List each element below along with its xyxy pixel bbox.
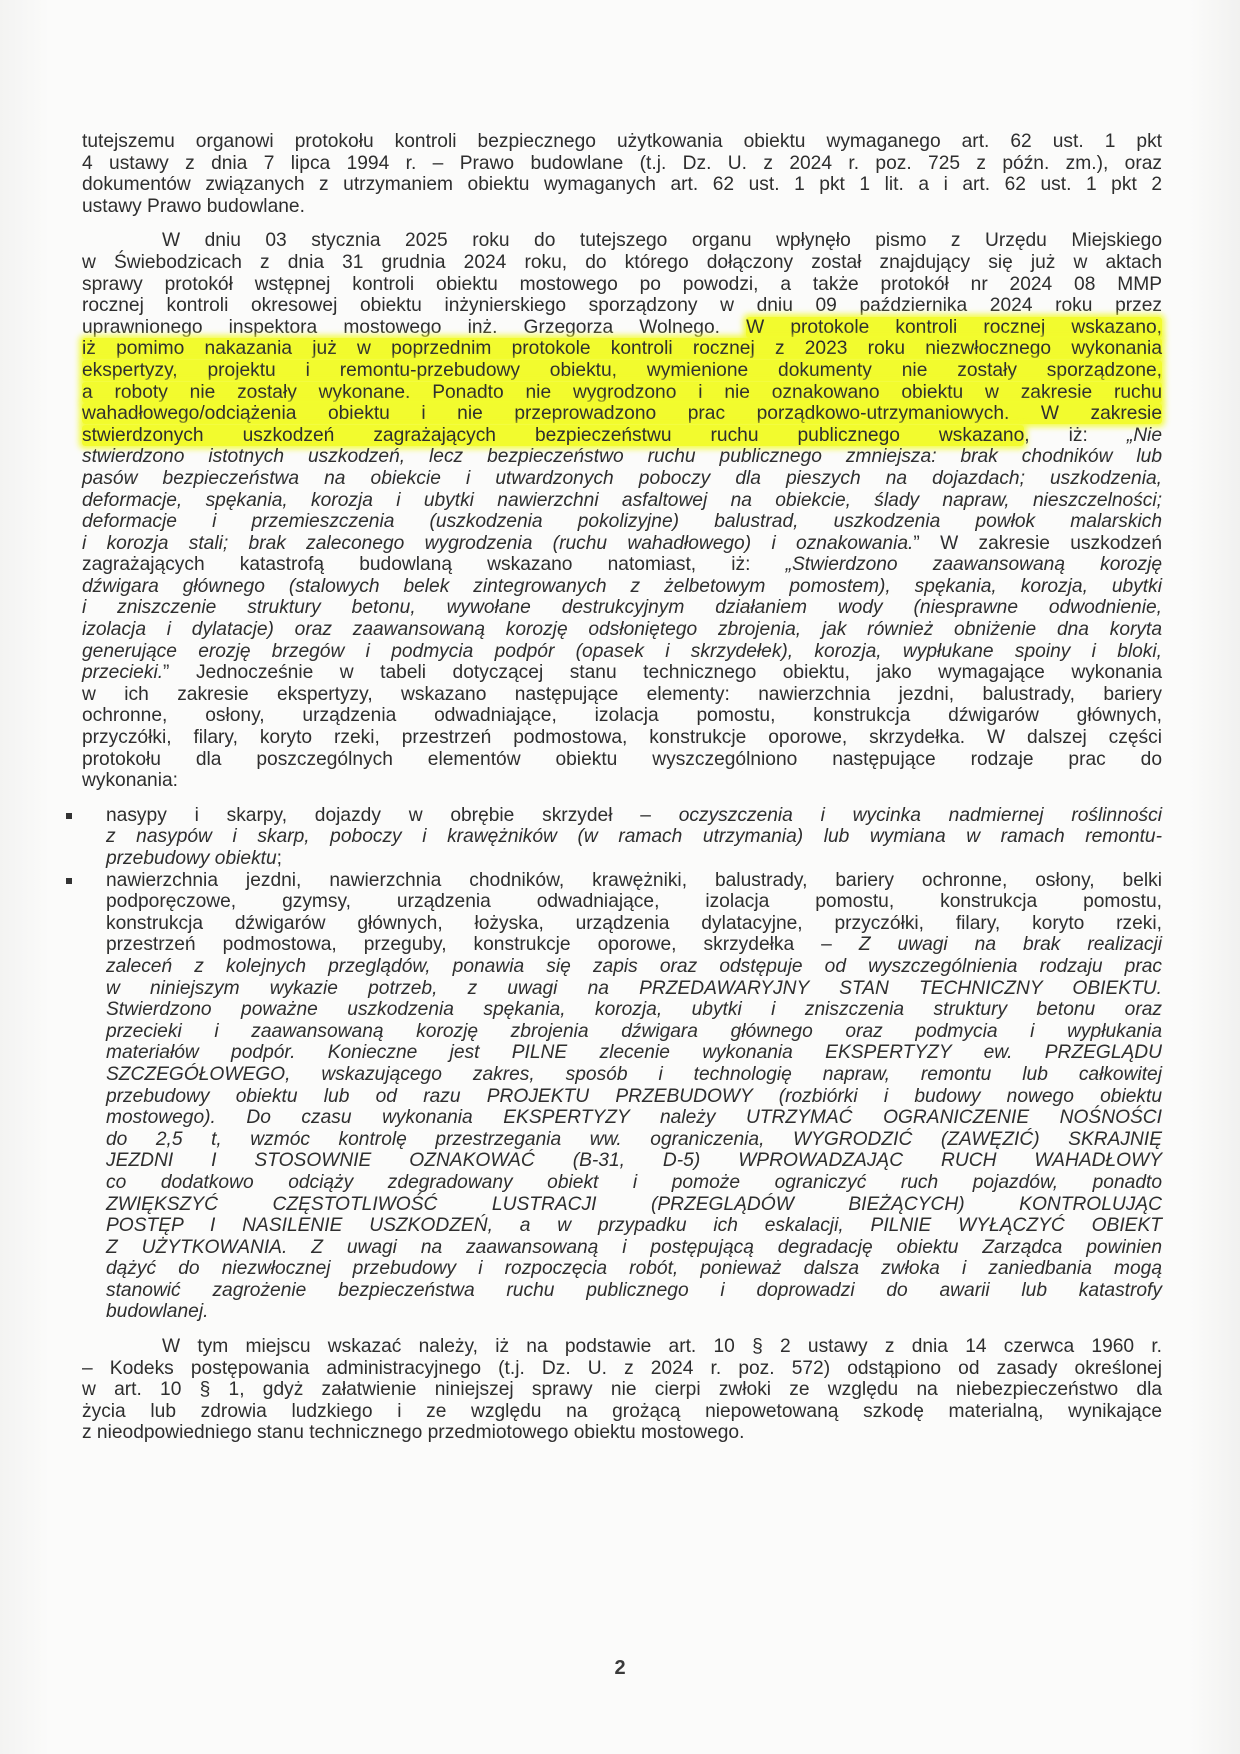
quote-text: „Nie — [1126, 424, 1162, 446]
italic-line: POSTĘP I NASILENIE USZKODZEŃ, a w przypadku ich eskalacji, PILNIE WYŁĄCZYĆ OBIEKT — [106, 1215, 1162, 1237]
italic-line: materiałów podpór. Konieczne jest PILNE zlecenie wykonania EKSPERTYZY ew. PRZEGLĄDU — [106, 1042, 1162, 1064]
quote-line: stwierdzono istotnych uszkodzeń, lecz bezpieczeństwo ruchu publicznego zmniejsza: brak chodników lub — [82, 446, 1162, 468]
text-line: rocznej kontroli okresowej obiektu inżynierskiego sporządzony w dniu 09 października 2024 roku przez — [82, 295, 1162, 317]
text-line — [82, 533, 1162, 555]
italic-line: przecieki i zaawansowaną korozję zbrojenia dźwigara głównego oraz podmycia i wypłukania — [106, 1020, 1162, 1042]
text-line: tutejszemu organowi protokołu kontroli bezpiecznego użytkowania obiektu wymaganego art. 62 ust. 1 pkt — [82, 131, 1162, 152]
list-item — [82, 805, 1162, 870]
text-line: z nieodpowiedniego stanu technicznego przedmiotowego obiektu mostowego. — [82, 1422, 745, 1444]
italic-text: przebudowy obiektu — [106, 848, 277, 869]
text-line: W dniu 03 stycznia 2025 roku do tutejszego organu wpłynęło pismo z Urzędu Miejskiego — [162, 230, 1162, 252]
italic-line: co dodatkowo odciąży zdegradowany obiekt i pomoże ograniczyć ruch pojazdów, ponadto — [106, 1171, 1162, 1193]
text-line — [82, 403, 1162, 425]
highlighted-text: stwierdzonych uszkodzeń zagrażających bezpieczeństwu ruchu publicznego wskazano — [82, 424, 1025, 446]
italic-line: budowlanej. — [106, 1301, 209, 1323]
text-line: życia lub zdrowia ludzkiego i ze względu na grożącą niepowetowaną szkodę materialną, wynikające — [82, 1400, 1162, 1422]
quote-text: „Stwierdzono zaawansowaną korozję — [785, 554, 1162, 576]
text-line — [82, 554, 1162, 576]
text-segment: uprawnionego inspektora mostowego inż. Grzegorza Wolnego. — [82, 316, 720, 338]
italic-line: Z UŻYTKOWANIA. Z uwagi na zaawansowaną i postępującą degradację obiektu Zarządca powinien — [106, 1236, 1162, 1258]
italic-line: JEZDNI I STOSOWNIE OZNAKOWAĆ (B-31, D-5) WPROWADZAJĄC RUCH WAHADŁOWY — [106, 1150, 1162, 1172]
quote-line: generujące erozję brzegów i podmycia podpór (opasek i skrzydełek), korozja, wypłukane spoiny i bloki, — [82, 640, 1162, 662]
highlighted-text: a roboty nie zostały wykonane. Ponadto nie wygrodzono i nie oznakowano obiektu w zakresie ruchu — [82, 381, 1162, 403]
quote-text: przecieki. — [82, 662, 164, 684]
text-line: sprawy protokół wstępnej kontroli obiektu mostowego po powodzi, a także protokół nr 2024 08 MMP — [82, 273, 1162, 295]
text-line: w ich zakresie ekspertyzy, wskazano następujące elementy: nawierzchnia jezdni, balustrady, bariery — [82, 683, 1162, 705]
text-line — [106, 934, 1162, 956]
quote-line: izolacja i dylatacje) oraz zaawansowaną korozję odsłoniętego zbrojenia, jak również obniżenie dna koryta — [82, 619, 1162, 641]
quote-line: i zniszczenie struktury betonu, wywołane destrukcyjnym działaniem wody (niesprawne odwodnienie, — [82, 597, 1162, 619]
text-segment: , iż: — [1024, 424, 1127, 446]
text-line — [82, 317, 1162, 339]
bullet-list — [82, 805, 1162, 1323]
text-line: podporęczowe, gzymsy, urządzenia odwadniające, izolacja pomostu, konstrukcja pomostu, — [106, 891, 1162, 913]
italic-text: Z uwagi na brak realizacji — [858, 934, 1162, 956]
text-line: W tym miejscu wskazać należy, iż na podstawie art. 10 § 2 ustawy z dnia 14 czerwca 1960 r. — [162, 1336, 1162, 1358]
italic-line: w niniejszym wykazie potrzeb, z uwagi na PRZEDAWARYJNY STAN TECHNICZNY OBIEKTU. — [106, 977, 1162, 999]
highlighted-text: ekspertyzy, projektu i remontu-przebudowy obiektu, wymienione dokumenty nie zostały sporządzone, — [82, 359, 1162, 381]
italic-line: SZCZEGÓŁOWEGO, wskazującego zakres, sposób i technologię napraw, remontu lub całkowitej — [106, 1063, 1162, 1085]
quote-line: dźwigara głównego (stalowych belek zintegrowanych z żelbetowym pomostem), spękania, korozja, ubytki — [82, 575, 1162, 597]
paragraph-3 — [82, 1336, 1162, 1444]
italic-line: stanowić zagrożenie bezpieczeństwa ruchu publicznego i doprowadzi do awarii lub katastrofy — [106, 1279, 1162, 1301]
italic-text: oczyszczenia i wycinka nadmiernej roślinności — [678, 804, 1162, 826]
highlighted-text: iż pomimo nakazania już w poprzednim protokole kontroli rocznej z 2023 roku niezwłocznego wykonania — [82, 338, 1162, 360]
text-line — [82, 425, 1162, 447]
text-line: dokumentów związanych z utrzymaniem obiektu wymaganych art. 62 ust. 1 pkt 1 lit. a i art. 62 ust. 1 pkt 2 — [82, 174, 1162, 196]
highlighted-text: W protokole kontroli rocznej wskazano, — [746, 316, 1162, 338]
bullet-icon — [66, 813, 72, 819]
paragraph-2 — [82, 230, 1162, 791]
quote-line: deformacje, spękania, korozja i ubytki nawierzchni asfaltowej na obiekcie, ślady napraw, nieszczelności; — [82, 489, 1162, 511]
text-segment: ” W zakresie uszkodzeń — [913, 532, 1163, 554]
text-line: wykonania: — [82, 770, 178, 792]
list-item — [82, 870, 1162, 1323]
text-line — [82, 382, 1162, 404]
text-line: 4 ustawy z dnia 7 lipca 1994 r. – Prawo budowlane (t.j. Dz. U. z 2024 r. poz. 725 z późn. zm.), oraz — [82, 152, 1162, 174]
quote-line: pasów bezpieczeństwa na obiekcie i utwardzonych poboczy dla pieszych na dojazdach; uszkodzenia, — [82, 467, 1162, 489]
text-line: nawierzchnia jezdni, nawierzchnia chodników, krawężniki, balustrady, bariery ochronne, osłony, belki — [106, 869, 1162, 891]
text-segment: przestrzeń podmostowa, przeguby, konstrukcje oporowe, skrzydełka – — [106, 934, 859, 956]
text-line: przyczółki, filary, koryto rzeki, przestrzeń podmostowa, konstrukcje oporowe, skrzydełka. W dalszej części — [82, 727, 1162, 749]
bullet-icon — [66, 878, 72, 884]
text-segment: ” Jednocześnie w tabeli dotyczącej stanu technicznego obiektu, jako wymagające wykonania — [163, 662, 1162, 684]
text-line: w Świebodzicach z dnia 31 grudnia 2024 roku, do którego dołączony został znajdujący się już w aktach — [82, 251, 1162, 273]
italic-line: ZWIĘKSZYĆ CZĘSTOTLIWOŚĆ LUSTRACJI (PRZEGLĄDÓW BIEŻĄCYCH) KONTROLUJĄC — [106, 1193, 1162, 1215]
document-body — [82, 131, 1162, 1444]
page-number: 2 — [614, 1657, 626, 1679]
text-segment: ; — [276, 848, 283, 869]
italic-line: do 2,5 t, wzmóc kontrolę przestrzegania ww. ograniczenia, WYGRODZIĆ (ZAWĘZIĆ) SKRAJNIĘ — [106, 1128, 1162, 1150]
text-line: protokołu dla poszczególnych elementów obiektu wyszczególniono następujące rodzaje prac do — [82, 748, 1162, 770]
text-segment: zagrażających katastrofą budowlaną wskazano natomiast, iż: — [82, 554, 786, 576]
text-line — [106, 848, 1162, 870]
text-line — [82, 338, 1162, 360]
text-line — [82, 360, 1162, 382]
italic-line: Stwierdzono poważne uszkodzenia spękania, korozja, ubytki i zniszczenia struktury betonu oraz — [106, 999, 1162, 1021]
italic-line: dążyć do niezwłocznej przebudowy i rozpoczęcia robót, ponieważ dalsza zwłoka i zaniedbania mogą — [106, 1258, 1162, 1280]
highlighted-text: wahadłowego/odciążenia obiektu i nie przeprowadzono prac porządkowo-utrzymaniowych. W zakresie — [82, 403, 1162, 425]
text-line: ochronne, osłony, urządzenia odwadniające, izolacja pomostu, konstrukcja dźwigarów głównych, — [82, 705, 1162, 727]
text-line — [82, 662, 1162, 684]
text-line: – Kodeks postępowania administracyjnego (t.j. Dz. U. z 2024 r. poz. 572) odstąpiono od zasady określonej — [82, 1357, 1162, 1379]
italic-line: zaleceń z kolejnych przeglądów, ponawia się zapis oraz odstępuje od wyszczególnienia rodzaju prac — [106, 955, 1162, 977]
text-segment: nasypy i skarpy, dojazdy w obrębie skrzydeł – — [106, 804, 679, 826]
italic-line: mostowego). Do czasu wykonania EKSPERTYZY należy UTRZYMAĆ OGRANICZENIE NOŚNOŚCI — [106, 1107, 1162, 1129]
italic-line: z nasypów i skarp, poboczy i krawężników (w ramach utrzymania) lub wymiana w ramach remontu- — [106, 826, 1162, 848]
italic-line: przebudowy obiektu lub od razu PROJEKTU PRZEBUDOWY (rozbiórki i budowy nowego obiektu — [106, 1085, 1162, 1107]
text-line: konstrukcja dźwigarów głównych, łożyska, urządzenia dylatacyjne, przyczółki, filary, koryto rzeki, — [106, 912, 1162, 934]
text-line — [106, 805, 1162, 827]
quote-line: deformacje i przemieszczenia (uszkodzenia pokolizyjne) balustrad, uszkodzenia powłok malarskich — [82, 511, 1162, 533]
text-line: w art. 10 § 1, gdyż załatwienie niniejszej sprawy nie cierpi zwłoki ze względu na niebezpieczeństwo dla — [82, 1379, 1162, 1401]
paragraph-1 — [82, 131, 1162, 217]
text-line: ustawy Prawo budowlane. — [82, 195, 305, 217]
quote-text: i korozja stali; brak zaleconego wygrodzenia (ruchu wahadłowego) i oznakowania. — [82, 532, 914, 554]
